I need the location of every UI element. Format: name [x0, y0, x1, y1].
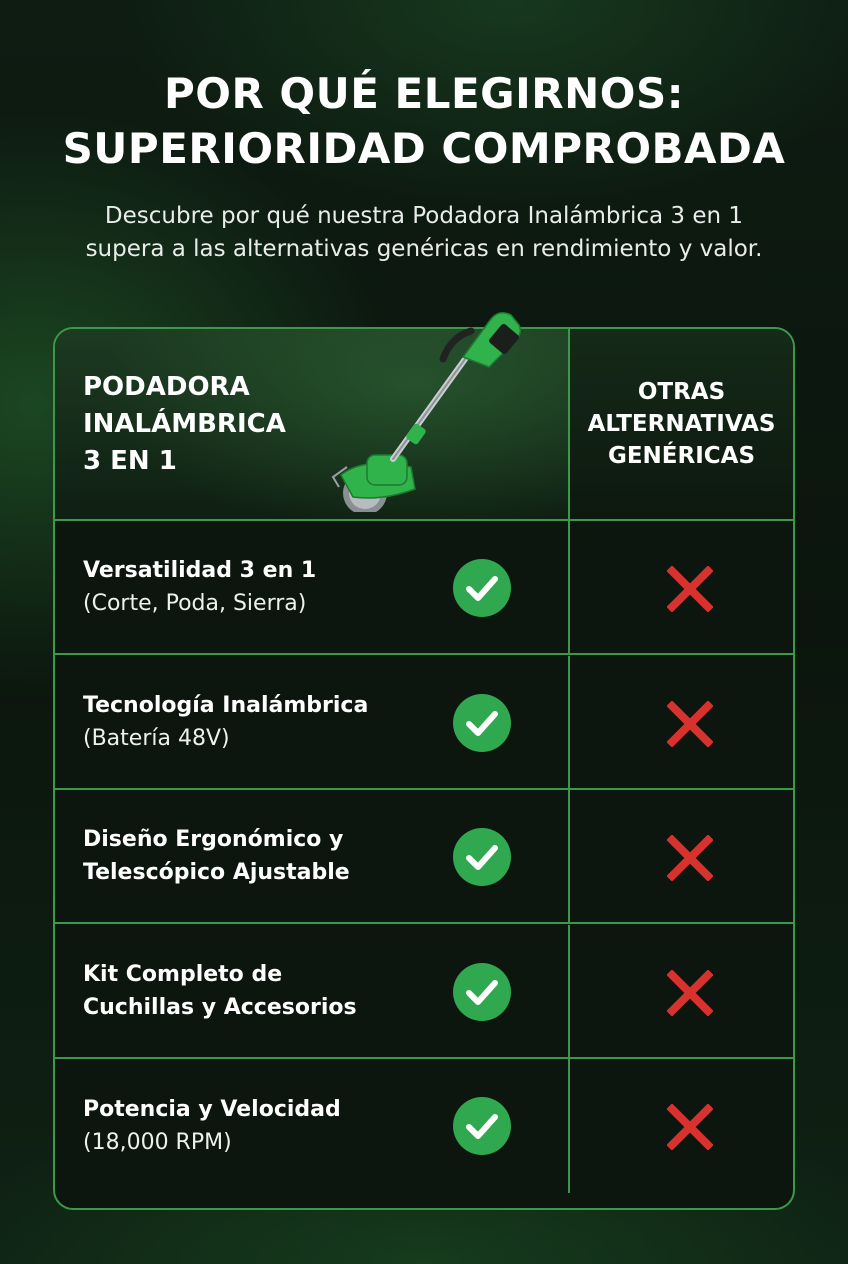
- cross-icon: [667, 1104, 713, 1150]
- check-icon: [452, 693, 512, 753]
- feature-title: Tecnología Inalámbrica: [83, 692, 369, 718]
- other-column-header: [568, 329, 793, 519]
- cross-icon: [667, 970, 713, 1016]
- grass-trimmer-image: [323, 297, 533, 512]
- column-divider: [568, 790, 570, 922]
- product-title-line-3: 3 EN 1: [83, 446, 177, 476]
- feature-label: [83, 1059, 423, 1193]
- other-title-line-1: OTRAS: [637, 379, 726, 405]
- feature-label: [83, 790, 423, 922]
- feature-label: [83, 656, 423, 788]
- check-icon: [452, 558, 512, 618]
- feature-label: [83, 925, 423, 1057]
- check-icon: [452, 1096, 512, 1156]
- other-title-line-3: GENÉRICAS: [607, 443, 756, 469]
- feature-detail: (18,000 RPM): [83, 1130, 232, 1156]
- trimmer-motor: [367, 455, 407, 485]
- cross-icon: [667, 701, 713, 747]
- column-divider: [568, 656, 570, 788]
- feature-detail: (Batería 48V): [83, 725, 230, 751]
- table-row: [55, 521, 793, 655]
- subtitle-line-2: supera a las alternativas genéricas en rendimiento y valor.: [85, 236, 763, 262]
- cross-icon: [667, 835, 713, 881]
- check-icon: [452, 962, 512, 1022]
- product-title-line-1: PODADORA: [83, 372, 250, 402]
- title-line-1: POR QUÉ ELEGIRNOS:: [163, 69, 685, 118]
- feature-detail: Cuchillas y Accesorios: [83, 994, 357, 1020]
- subtitle-line-1: Descubre por qué nuestra Podadora Inalámbrica 3 en 1: [104, 203, 744, 229]
- column-divider: [568, 521, 570, 653]
- product-column-title: [83, 369, 323, 480]
- product-title-line-2: INALÁMBRICA: [83, 409, 286, 439]
- cross-icon: [667, 566, 713, 612]
- other-title-line-2: ALTERNATIVAS: [587, 411, 776, 437]
- table-row: [55, 656, 793, 790]
- other-column-title: [577, 376, 787, 472]
- table-row: [55, 1059, 793, 1193]
- feature-title: Kit Completo de: [83, 961, 283, 987]
- page-subtitle: [0, 200, 848, 266]
- feature-detail: (Corte, Poda, Sierra): [83, 591, 307, 616]
- feature-label: [83, 521, 423, 653]
- table-row: [55, 925, 793, 1059]
- check-icon: [452, 827, 512, 887]
- feature-title: Diseño Ergonómico y: [83, 827, 344, 853]
- feature-title: Potencia y Velocidad: [83, 1097, 341, 1123]
- feature-title: Versatilidad 3 en 1: [83, 558, 317, 583]
- column-divider: [568, 925, 570, 1057]
- page-title: [0, 66, 848, 176]
- feature-detail: Telescópico Ajustable: [83, 860, 350, 886]
- table-row: [55, 790, 793, 924]
- title-line-2: SUPERIORIDAD COMPROBADA: [62, 124, 786, 173]
- column-divider: [568, 1059, 570, 1193]
